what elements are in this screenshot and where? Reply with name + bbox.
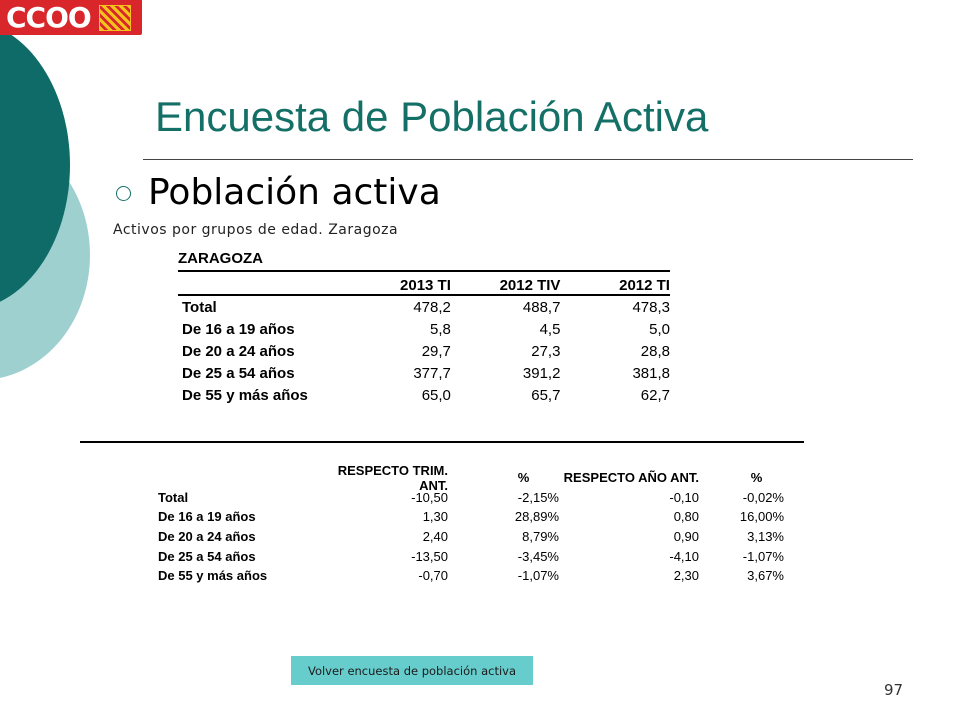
row-label: Total <box>158 489 189 505</box>
table-row <box>178 296 670 318</box>
column-header: 2012 TIV <box>499 277 561 294</box>
column-header: 2012 TI <box>619 277 670 294</box>
cell: -0,10 <box>669 489 699 505</box>
cell: -1,07% <box>517 568 559 584</box>
table-row <box>158 566 784 586</box>
table-row <box>158 527 784 547</box>
cell: -4,10 <box>669 548 699 564</box>
cell: 478,3 <box>632 298 670 316</box>
cell: 488,7 <box>522 298 561 316</box>
cell: 27,3 <box>531 342 561 360</box>
back-to-survey-link[interactable]: Volver encuesta de población activa <box>291 656 533 685</box>
row-label: De 20 a 24 años <box>182 342 295 360</box>
table-header-row <box>158 462 784 493</box>
column-header: % <box>750 470 763 486</box>
table-header-row <box>178 270 670 296</box>
table-title: ZARAGOZA <box>178 250 263 267</box>
cell: 381,8 <box>632 364 670 382</box>
table-caption: Activos por grupos de edad. Zaragoza <box>113 222 399 238</box>
column-header: RESPECTO TRIM. ANT. <box>337 462 448 493</box>
cell: 65,0 <box>421 386 451 404</box>
cell: -0,70 <box>418 568 448 584</box>
column-header: % <box>517 470 530 486</box>
variation-table <box>158 462 784 586</box>
table-row <box>158 546 784 566</box>
row-label: De 16 a 19 años <box>182 320 295 338</box>
row-label: De 25 a 54 años <box>158 548 256 564</box>
cell: 391,2 <box>522 364 561 382</box>
cell: 1,30 <box>422 509 448 525</box>
cell: -1,07% <box>742 548 784 564</box>
cell: 62,7 <box>640 386 670 404</box>
table-row <box>178 384 670 406</box>
cell: 5,8 <box>430 320 451 338</box>
table-row <box>178 362 670 384</box>
bullet-circle-icon <box>116 186 131 201</box>
cell: 29,7 <box>421 342 451 360</box>
cell: 28,8 <box>640 342 670 360</box>
cell: 4,5 <box>539 320 561 338</box>
table-row <box>158 488 784 508</box>
cell: 2,30 <box>673 568 699 584</box>
cell: 3,13% <box>747 529 784 545</box>
cell: -0,02% <box>742 489 784 505</box>
table-row <box>158 507 784 527</box>
logo-text: CCOO <box>6 0 91 34</box>
cell: 28,89% <box>514 509 559 525</box>
cell: 3,67% <box>747 568 784 584</box>
cell: 16,00% <box>739 509 784 525</box>
cell: 0,80 <box>673 509 699 525</box>
row-label: Total <box>182 298 217 316</box>
ccoo-logo <box>0 0 142 35</box>
cell: -3,45% <box>517 548 559 564</box>
section-heading: Población activa <box>148 172 441 213</box>
column-header: 2013 TI <box>400 277 451 294</box>
row-label: De 20 a 24 años <box>158 529 256 545</box>
cell: 5,0 <box>649 320 670 338</box>
title-divider <box>143 159 913 160</box>
cell: 65,7 <box>531 386 561 404</box>
cell: 0,90 <box>673 529 699 545</box>
row-label: De 55 y más años <box>158 568 268 584</box>
table-row <box>178 318 670 340</box>
activos-table <box>178 250 670 406</box>
row-label: De 55 y más años <box>182 386 308 404</box>
table-row <box>178 340 670 362</box>
aragon-flag-icon <box>99 5 131 31</box>
cell: -10,50 <box>411 489 448 505</box>
section-divider <box>80 441 804 443</box>
row-label: De 16 a 19 años <box>158 509 256 525</box>
cell: -13,50 <box>411 548 448 564</box>
column-header: RESPECTO AÑO ANT. <box>563 470 699 486</box>
cell: 478,2 <box>413 298 451 316</box>
cell: 8,79% <box>522 529 559 545</box>
slide-title: Encuesta de Población Activa <box>155 93 709 140</box>
row-label: De 25 a 54 años <box>182 364 295 382</box>
cell: -2,15% <box>517 489 559 505</box>
cell: 2,40 <box>422 529 448 545</box>
cell: 377,7 <box>413 364 451 382</box>
page-number: 97 <box>884 681 904 699</box>
